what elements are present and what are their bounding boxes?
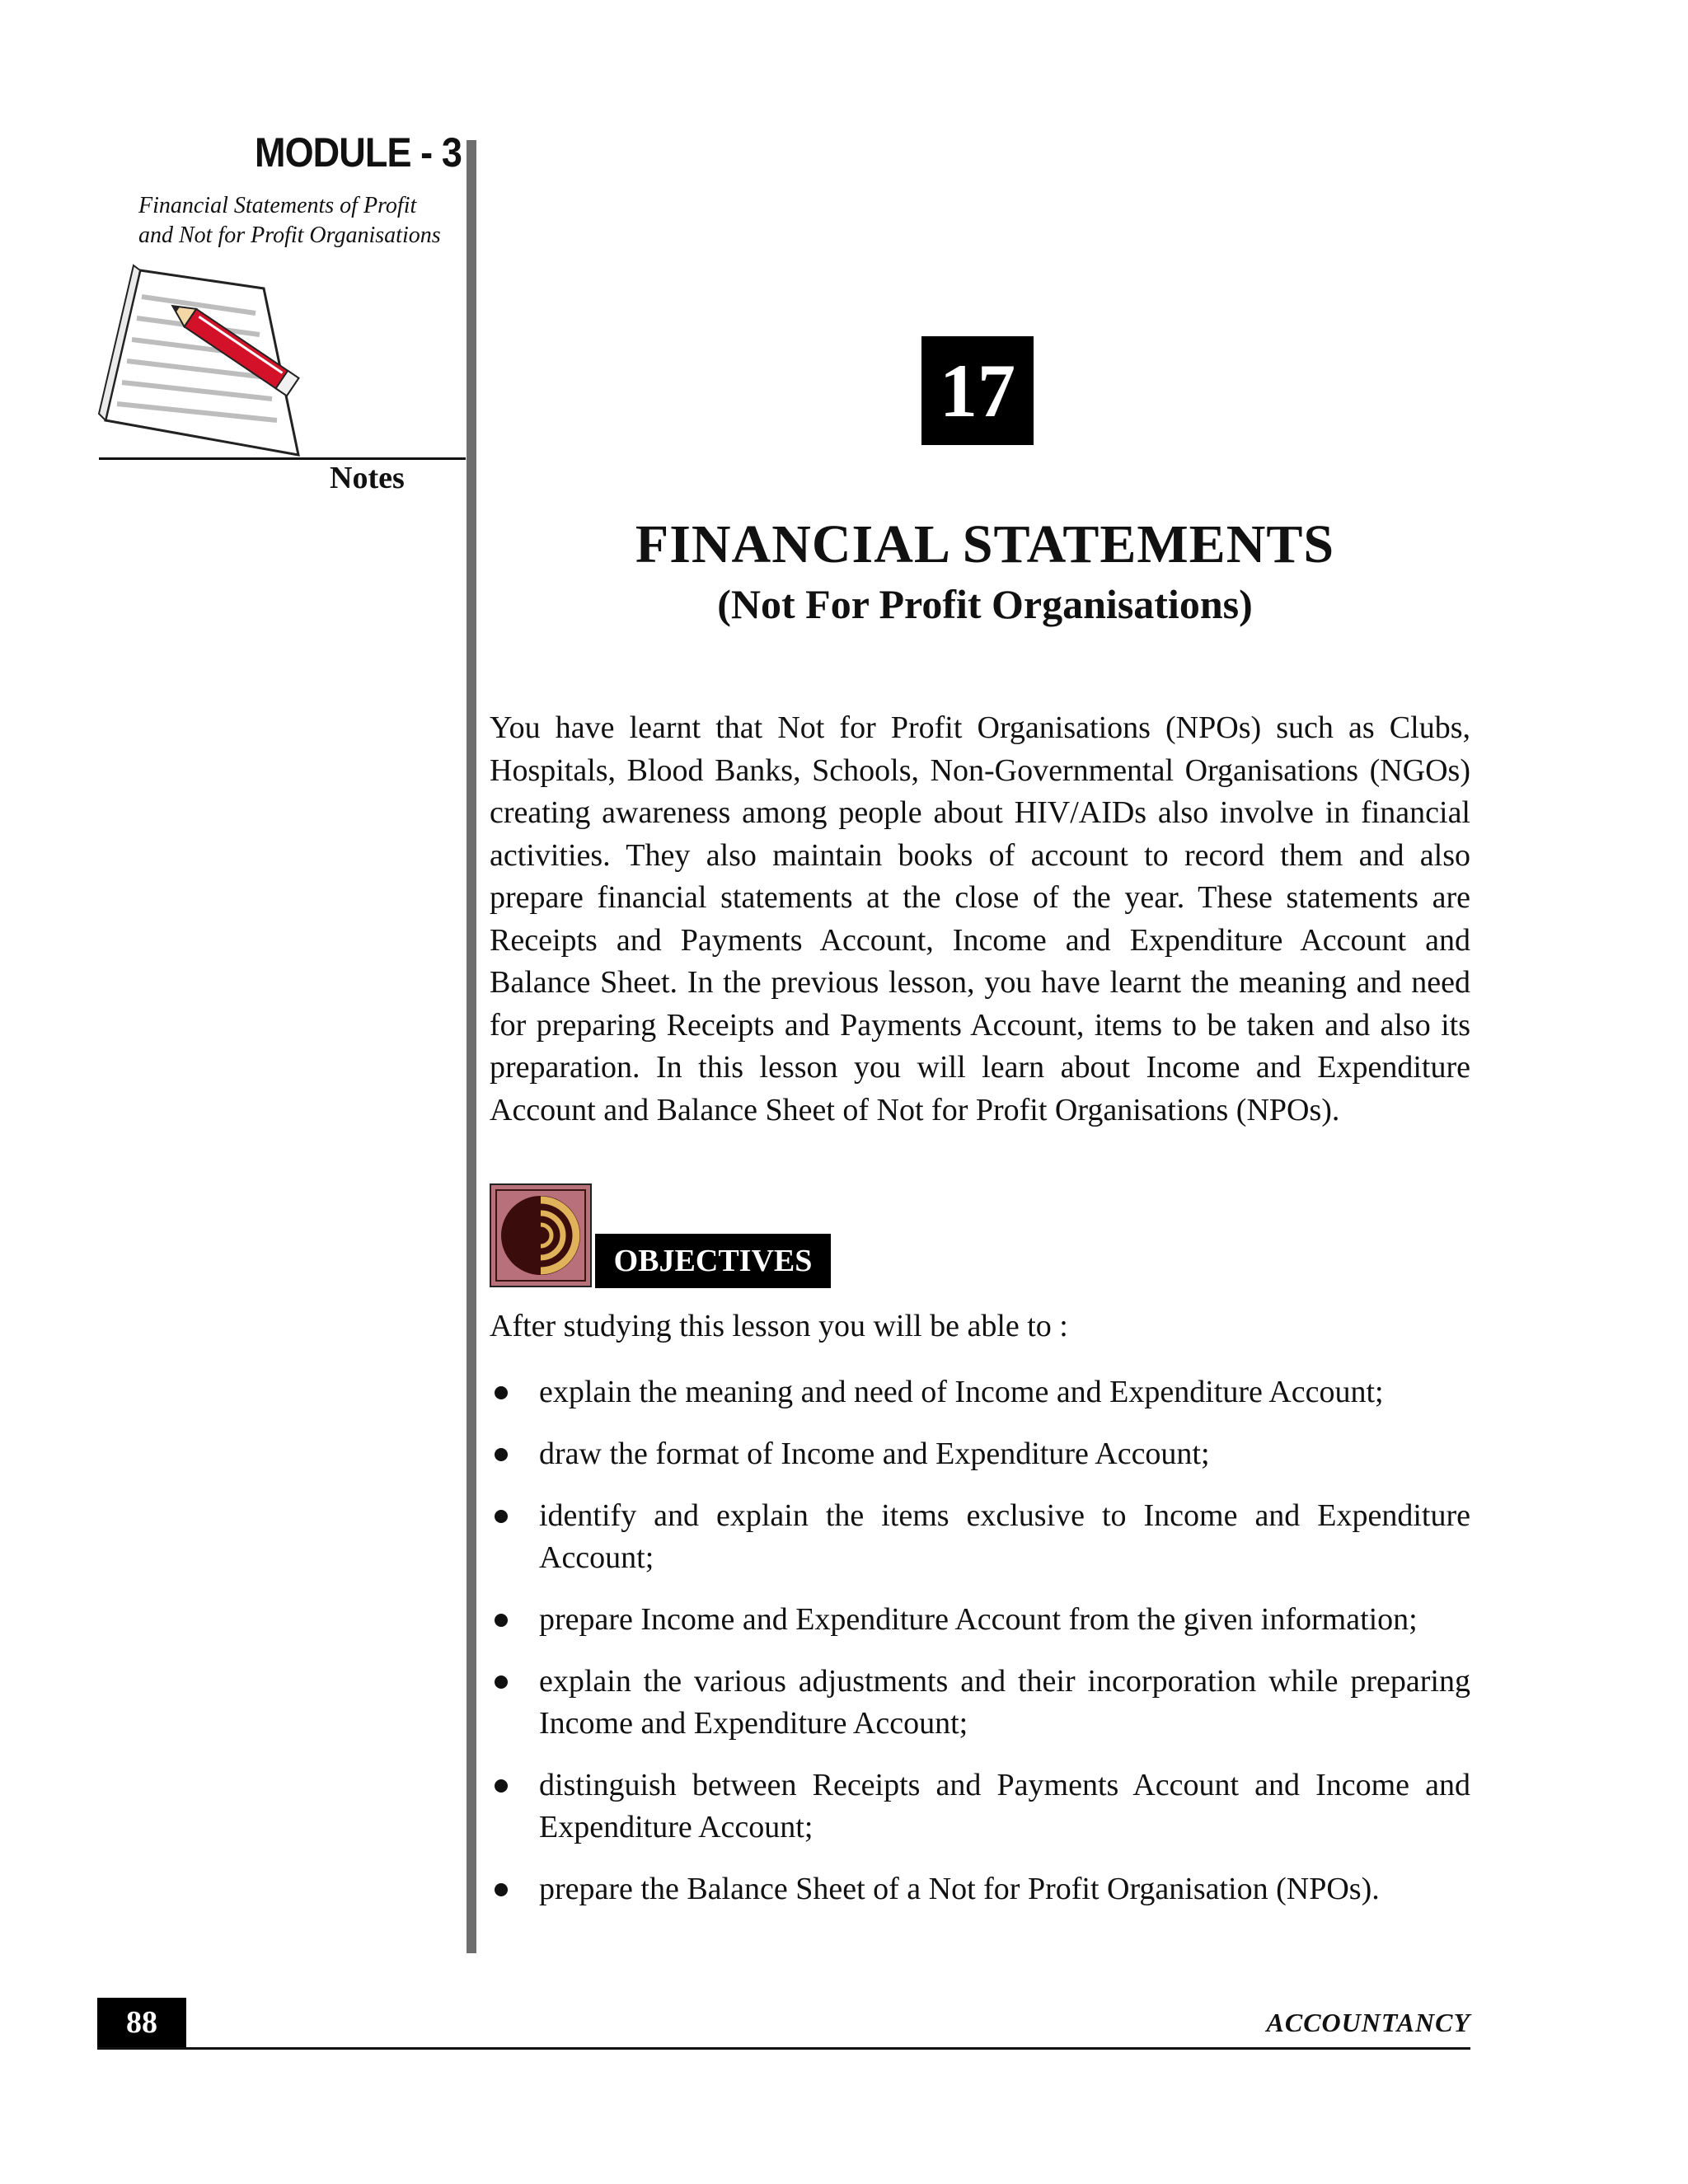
bullet-icon (495, 1386, 508, 1399)
bullet-icon (495, 1779, 508, 1793)
objective-item (490, 1495, 1470, 1579)
chapter-number: 17 (921, 336, 1034, 445)
footer-subject: ACCOUNTANCY (1266, 2008, 1470, 2037)
module-subtitle (138, 191, 462, 251)
objective-text: identify and explain the items exclusive to Income and Expenditure Account; (539, 1498, 1470, 1575)
objective-text: prepare Income and Expenditure Account from the given information; (539, 1602, 1418, 1637)
footer-rule (97, 2047, 1470, 2050)
objectives-list (490, 1371, 1470, 1930)
objectives-label: OBJECTIVES (595, 1234, 831, 1288)
module-title: MODULE - 3 (254, 129, 462, 176)
objective-text: explain the meaning and need of Income and Expenditure Account; (539, 1375, 1384, 1409)
notes-label: Notes (330, 461, 405, 495)
objective-text: explain the various adjustments and their incorporation while preparing Income and Expenditure Account; (539, 1664, 1470, 1741)
bullet-icon (495, 1883, 508, 1896)
page-number: 88 (97, 1998, 186, 2047)
margin-vertical-bar (467, 140, 476, 1953)
objectives-target-icon (490, 1183, 592, 1287)
bullet-icon (495, 1448, 508, 1461)
objective-text: draw the format of Income and Expenditure Account; (539, 1436, 1210, 1471)
objective-item (490, 1765, 1470, 1849)
chapter-subtitle: (Not For Profit Organisations) (717, 581, 1253, 627)
objective-item (490, 1868, 1470, 1910)
objective-text: distinguish between Receipts and Payments Account and Income and Expenditure Account; (539, 1768, 1470, 1844)
objective-item (490, 1599, 1470, 1641)
objective-item (490, 1433, 1470, 1475)
intro-paragraph: You have learnt that Not for Profit Organisations (NPOs) such as Clubs, Hospitals, Blood Banks, Schools, Non-Governmental Organisations (NGOs) creating awareness among people about HIV/AIDs also involve in financial activities. They also maintain books of account to record them and also prepare financial statements at the close of the year. These statements are Receipts and Payments Account, Income and Expenditure Account and Balance Sheet. In the previous lesson, you have learnt the meaning and need for preparing Receipts and Payments Account, items to be taken and also its preparation. In this lesson you will learn about Income and Expenditure Account and Balance Sheet of Not for Profit Organisations (NPOs). (490, 710, 1470, 1127)
objective-item (490, 1371, 1470, 1413)
module-subtitle-line1: Financial Statements of Profit (138, 193, 417, 218)
module-subtitle-line2: and Not for Profit Organisations (138, 223, 441, 248)
chapter-title: FINANCIAL STATEMENTS (635, 514, 1335, 574)
bullet-icon (495, 1614, 508, 1627)
objectives-lead: After studying this lesson you will be able to : (490, 1309, 1068, 1343)
bullet-icon (495, 1510, 508, 1523)
module-header (99, 129, 462, 251)
bullet-icon (495, 1675, 508, 1689)
notes-divider (99, 457, 466, 460)
objective-item (490, 1661, 1470, 1745)
objective-text: prepare the Balance Sheet of a Not for Profit Organisation (NPOs). (539, 1872, 1380, 1906)
